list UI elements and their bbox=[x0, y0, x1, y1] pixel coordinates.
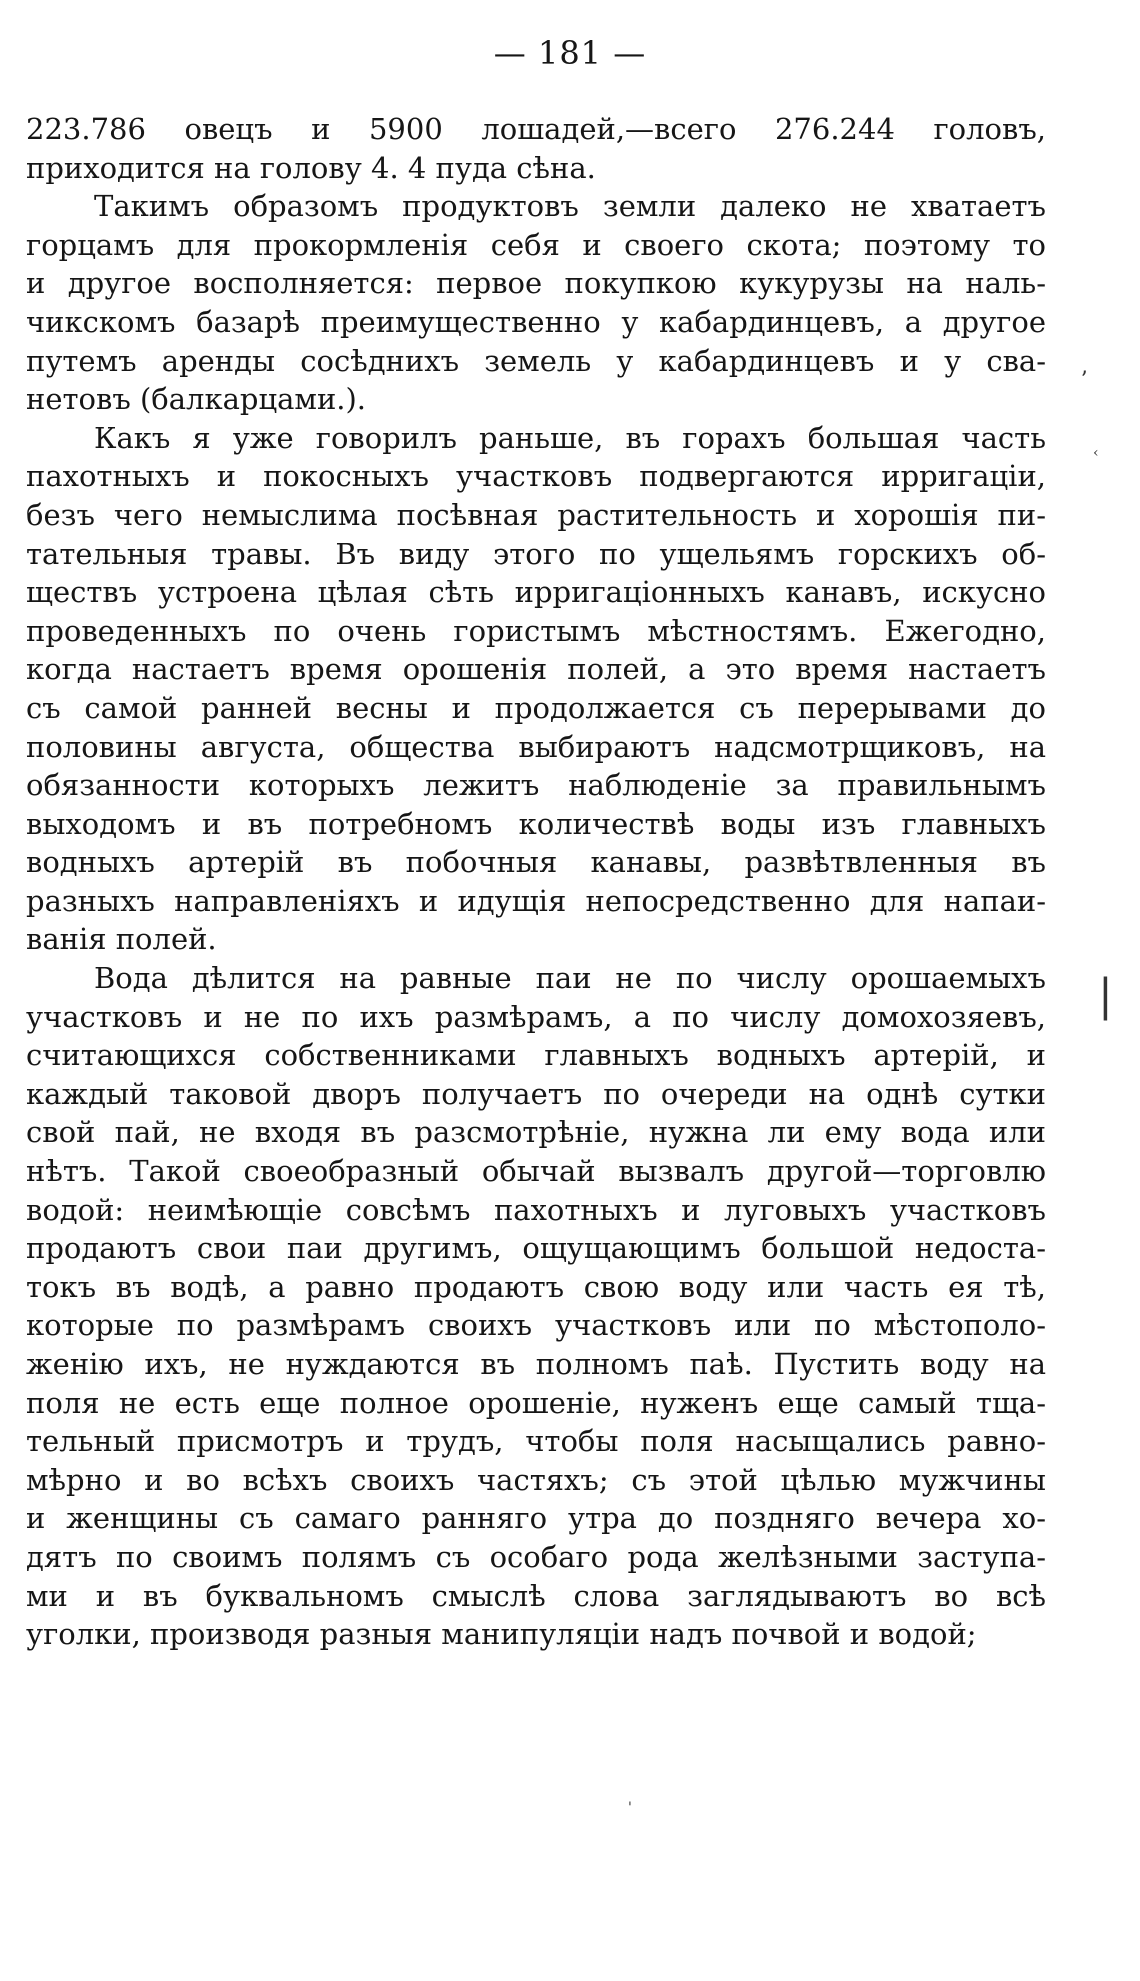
text-line: ществъ устроена цѣлая сѣть ирригаціонныхъ канавъ, искусно bbox=[26, 575, 1046, 610]
text-line: горцамъ для прокормленія себя и своего скота; поэтому то bbox=[26, 227, 1046, 262]
text-line: разныхъ направленіяхъ и идущія непосредственно для напаи- bbox=[26, 883, 1046, 918]
text-line: поля не есть еще полное орошеніе, нуженъ еще самый тща- bbox=[26, 1385, 1046, 1420]
page-number: — 181 — bbox=[493, 34, 647, 72]
text-line: безъ чего немыслима посѣвная растительность и хорошія пи- bbox=[26, 497, 1046, 532]
text-line: чикскомъ базарѣ преимущественно у кабардинцевъ, а другое bbox=[26, 304, 1046, 339]
text-line: мѣрно и во всѣхъ своихъ частяхъ; съ этой цѣлью мужчины bbox=[26, 1462, 1046, 1497]
text-line: свой пай, не входя въ разсмотрѣніе, нужна ли ему вода или bbox=[26, 1115, 1046, 1150]
text-line: тельный присмотръ и трудъ, чтобы поля насыщались равно- bbox=[26, 1424, 1046, 1459]
text-line: пахотныхъ и покосныхъ участковъ подвергаются ирригаціи, bbox=[26, 459, 1046, 494]
text-line: ванія полей. bbox=[26, 922, 217, 957]
text-line: ми и въ буквальномъ смыслѣ слова заглядываютъ во всѣ bbox=[26, 1578, 1046, 1613]
text-line: Такимъ образомъ продуктовъ земли далеко не хватаетъ bbox=[94, 189, 1046, 224]
text-line: водныхъ артерій въ побочныя канавы, развѣтвленныя въ bbox=[26, 845, 1046, 880]
text-line: уголки, производя разныя манипуляціи надъ почвой и водой; bbox=[26, 1617, 977, 1652]
margin-mark-icon: ‹ bbox=[1093, 445, 1099, 461]
text-line: нетовъ (балкарцами.). bbox=[26, 382, 367, 417]
text-line: приходится на голову 4. 4 пуда сѣна. bbox=[26, 150, 596, 185]
text-line: считающихся собственниками главныхъ водныхъ артерій, и bbox=[26, 1038, 1046, 1073]
margin-mark-icon: ' bbox=[628, 1800, 632, 1816]
text-line: и женщины съ самаго ранняго утра до поздняго вечера хо- bbox=[26, 1501, 1046, 1536]
text-line: женію ихъ, не нуждаются въ полномъ паѣ. Пустить воду на bbox=[26, 1347, 1046, 1381]
text-line: когда настаетъ время орошенія полей, а это время настаетъ bbox=[26, 652, 1046, 687]
text-line: продаютъ свои паи другимъ, ощущающимъ большой недоста- bbox=[26, 1231, 1046, 1266]
text-line: водой: неимѣющіе совсѣмъ пахотныхъ и луговыхъ участковъ bbox=[26, 1192, 1046, 1227]
text-line: путемъ аренды сосѣднихъ земель у кабардинцевъ и у сва- bbox=[26, 343, 1046, 378]
text-line: проведенныхъ по очень гористымъ мѣстностямъ. Ежегодно, bbox=[26, 613, 1046, 648]
text-line: которые по размѣрамъ своихъ участковъ или по мѣстополо- bbox=[26, 1308, 1046, 1343]
text-line: участковъ и не по ихъ размѣрамъ, а по числу домохозяевъ, bbox=[26, 999, 1046, 1034]
margin-mark-icon: ʼ bbox=[1080, 368, 1087, 393]
text-line: тательныя травы. Въ виду этого по ущельямъ горскихъ об- bbox=[26, 536, 1046, 571]
text-line: каждый таковой дворъ получаетъ по очереди на однѣ сутки bbox=[26, 1076, 1046, 1111]
text-line: нѣтъ. Такой своеобразный обычай вызвалъ другой—торговлю bbox=[26, 1154, 1046, 1189]
text-line: съ самой ранней весны и продолжается съ перерывами до bbox=[26, 690, 1046, 725]
text-line: токъ въ водѣ, а равно продаютъ свою воду или часть ея тѣ, bbox=[26, 1269, 1046, 1304]
text-line: Какъ я уже говорилъ раньше, въ горахъ большая часть bbox=[94, 420, 1046, 455]
text-line: 223.786 овецъ и 5900 лошадей,—всего 276.244 головъ, bbox=[26, 112, 1046, 146]
text-line: обязанности которыхъ лежитъ наблюденіе за правильнымъ bbox=[26, 768, 1046, 803]
text-line: дятъ по своимъ полямъ съ особаго рода желѣзными заступа- bbox=[26, 1539, 1046, 1574]
margin-mark-icon: | bbox=[1098, 970, 1113, 1021]
text-line: половины августа, общества выбираютъ надсмотрщиковъ, на bbox=[26, 729, 1046, 764]
text-line: выходомъ и въ потребномъ количествѣ воды изъ главныхъ bbox=[26, 806, 1046, 841]
text-line: Вода дѣлится на равные паи не по числу орошаемыхъ bbox=[94, 961, 1046, 996]
text-line: и другое восполняется: первое покупкою кукурузы на наль- bbox=[26, 266, 1046, 301]
body-text bbox=[26, 110, 1046, 1654]
